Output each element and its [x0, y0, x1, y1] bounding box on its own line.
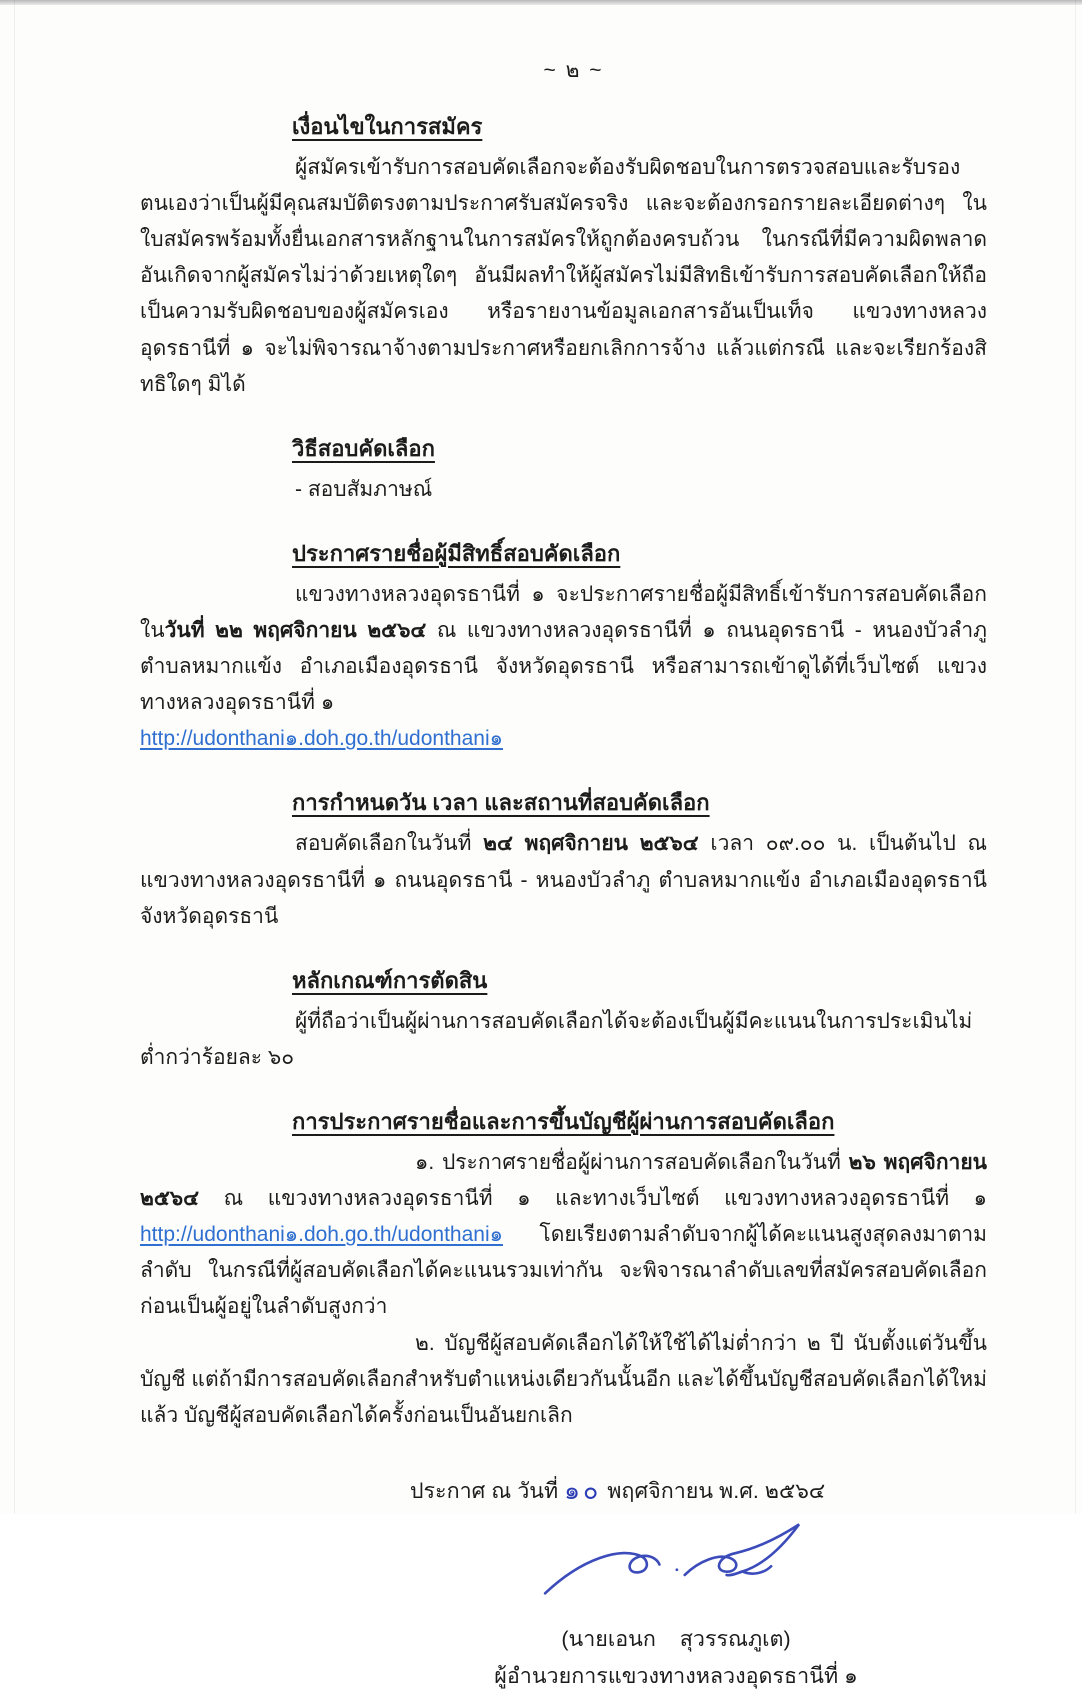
conditions-paragraph: ผู้สมัครเข้ารับการสอบคัดเลือกจะต้องรับผิดชอบในการตรวจสอบและรับรองตนเองว่าเป็นผู้มีคุณสมบัติตรงตามประกาศรับสมัครจริง และจะต้องกรอกรายละเอียดต่างๆ ในใบสมัครพร้อมทั้งยื่นเอกสารหลักฐานในการสมัครให้ถูกต้องครบถ้วน ในกรณีที่มีความผิดพลาดอันเกิดจากผู้สมัครไม่ว่าด้วยเหตุใดๆ อันมีผลทำให้ผู้สมัครไม่มีสิทธิเข้ารับการสอบคัดเลือกให้ถือเป็นความรับผิดชอบของผู้สมัครเอง หรือรายงานข้อมูลเอกสารอันเป็นเท็จ แขวงทางหลวงอุดรธานีที่ ๑ จะไม่พิจารณาจ้างตามประกาศหรือยกเลิกการจ้าง แล้วแต่กรณี และจะเรียกร้องสิทธิใดๆ มิได้	[140, 156, 987, 396]
section-schedule	[140, 785, 987, 934]
eligible-url-line	[140, 721, 987, 757]
signatory-title: ผู้อำนวยการแขวงทางหลวงอุดรธานีที่ ๑	[494, 1664, 858, 1689]
signature-block	[140, 1516, 987, 1693]
section-heading-method: วิธีสอบคัดเลือก	[292, 435, 435, 461]
closing-block	[140, 1470, 987, 1693]
url-link[interactable]: http://udonthani๑.doh.go.th/udonthani๑	[140, 727, 503, 751]
section-heading-criteria: หลักเกณฑ์การตัดสิน	[292, 967, 488, 993]
handwritten-date-numeral: ๑๐	[564, 1475, 602, 1505]
section-method	[140, 431, 987, 508]
listing-item-2: ๒. บัญชีผู้สอบคัดเลือกได้ให้ใช้ได้ไม่ต่ำกว่า ๒ ปี นับตั้งแต่วันขึ้นบัญชี แต่ถ้ามีการสอบคัดเลือกสำหรับตำแหน่งเดียวกันนั้นอีก และได้ขึ้นบัญชีสอบคัดเลือกได้ใหม่แล้ว บัญชีผู้สอบคัดเลือกได้ครั้งก่อนเป็นอันยกเลิก	[140, 1331, 987, 1427]
url-link[interactable]: http://udonthani๑.doh.go.th/udonthani๑	[140, 1223, 503, 1247]
section-heading-listing: การประกาศรายชื่อและการขึ้นบัญชีผู้ผ่านการสอบคัดเลือก	[292, 1108, 835, 1134]
section-listing	[140, 1104, 987, 1434]
page-number: ~ ๒ ~	[543, 59, 604, 82]
section-eligible-announcement	[140, 536, 987, 758]
section-conditions	[140, 109, 987, 403]
bold-date-text: ๒๖ พฤศจิกายน ๒๕๖๔	[140, 1150, 987, 1211]
eligible-paragraph: แขวงทางหลวงอุดรธานีที่ ๑ จะประกาศรายชื่อผู้มีสิทธิ์เข้ารับการสอบคัดเลือกในวันที่ ๒๒ พฤศจิกายน ๒๕๖๔ ณ แขวงทางหลวงอุดรธานีที่ ๑ ถนนอุดรธานี - หนองบัวลำภู ตำบลหมากแข้ง อำเภอเมืองอุดรธานี จังหวัดอุดรธานี หรือสามารถเข้าดูได้ที่เว็บไซต์ แขวงทางหลวงอุดรธานีที่ ๑	[140, 582, 988, 715]
schedule-paragraph: สอบคัดเลือกในวันที่ ๒๔ พฤศจิกายน ๒๕๖๔ เวลา ๐๙.๐๐ น. เป็นต้นไป ณ แขวงทางหลวงอุดรธานีที่ ๑ ถนนอุดรธานี - หนองบัวลำภู ตำบลหมากแข้ง อำเภอเมืองอุดรธานี จังหวัดอุดรธานี	[140, 832, 988, 928]
section-heading-eligible: ประกาศรายชื่อผู้มีสิทธิ์สอบคัดเลือก	[292, 540, 621, 566]
bold-date-text: วันที่ ๒๒ พฤศจิกายน ๒๕๖๔	[164, 618, 427, 642]
criteria-paragraph: ผู้ที่ถือว่าเป็นผู้ผ่านการสอบคัดเลือกได้จะต้องเป็นผู้มีคะแนนในการประเมินไม่ต่ำกว่าร้อยละ ๖๐	[140, 1009, 973, 1069]
section-criteria	[140, 963, 987, 1076]
method-item: - สอบสัมภาษณ์	[295, 477, 433, 501]
signatory-name: (นายเอนก สุวรรณภูเต)	[561, 1626, 791, 1651]
bold-date-text: ๒๔ พฤศจิกายน ๒๕๖๔	[483, 832, 699, 856]
section-heading-conditions: เงื่อนไขในการสมัคร	[292, 114, 483, 139]
section-heading-schedule: การกำหนดวัน เวลา และสถานที่สอบคัดเลือก	[292, 790, 710, 816]
signature-ink	[526, 1520, 826, 1616]
announcement-date-line: ประกาศ ณ วันที่ ๑๐ พฤศจิกายน พ.ศ. ๒๕๖๔	[409, 1475, 826, 1505]
listing-item-1: ๑. ประกาศรายชื่อผู้ผ่านการสอบคัดเลือกในวันที่ ๒๖ พฤศจิกายน ๒๕๖๔ ณ แขวงทางหลวงอุดรธานีที่ ๑ และทางเว็บไซต์ แขวงทางหลวงอุดรธานีที่ ๑ http://udonthani๑.doh.go.th/udonthani๑ โดยเรียงตามลำดับจากผู้ได้คะแนนสูงสุดลงมาตามลำดับ ในกรณีที่ผู้สอบคัดเลือกได้คะแนนรวมเท่ากัน จะพิจารณาลำดับเลขที่สมัครสอบคัดเลือกก่อนเป็นผู้อยู่ในลำดับสูงกว่า	[140, 1150, 987, 1319]
